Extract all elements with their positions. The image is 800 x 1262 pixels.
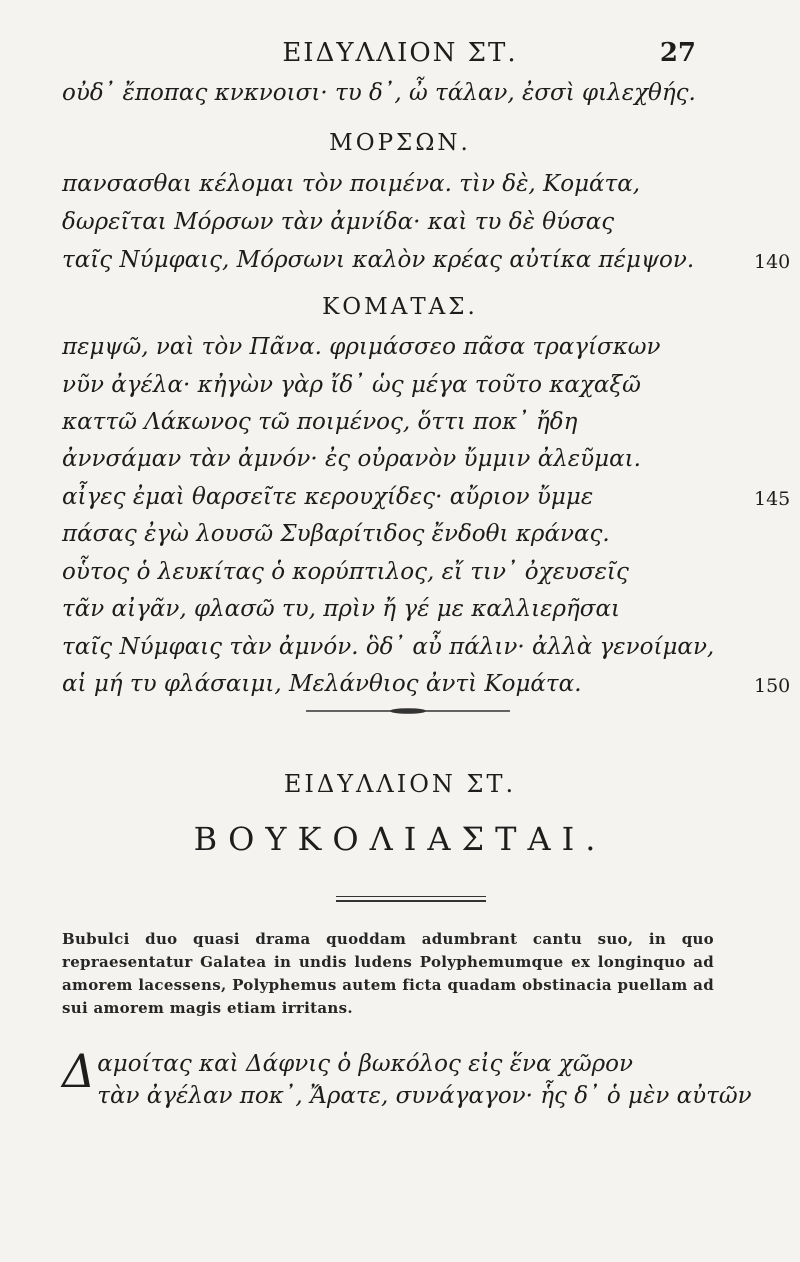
verse-line: αμοίτας καὶ Δάφνις ὁ βωκόλος εἰς ἕνα χῶρον	[97, 1051, 633, 1077]
verse-line: πεμψῶ, ναὶ τὸν Πᾶνα. φριμάσσεο πᾶσα τραγίσκων	[62, 334, 661, 360]
speaker-komatas: ΚΟΜΑΤΑΣ.	[322, 294, 478, 320]
verse-line: τὰν ἀγέλαν ποκ᾽, Ἄρατε, συνάγαγον· ἧς δ᾽ ὁ μὲν αὐτῶν	[97, 1083, 752, 1109]
verse-line: ταῖς Νύμφαις τὰν ἀμνόν. ὃδ᾽ αὖ πάλιν· ἀλλὰ γενοίμαν,	[62, 634, 715, 660]
speaker-morson: ΜΟΡΣΩΝ.	[329, 130, 471, 156]
verse-line: πάσας ἐγὼ λουσῶ Συβαρίτιδος ἔνδοθι κράνας.	[62, 521, 610, 547]
verse-line: νῦν ἀγέλα· κἠγὼν γὰρ ἴδ᾽ ὡς μέγα τοῦτο καχαξῶ	[62, 372, 641, 398]
verse-line: καττῶ Λάκωνος τῶ ποιμένος, ὅττι ποκ᾽ ἤδη	[62, 409, 578, 435]
opening-verses	[62, 1044, 752, 1112]
line-number: 150	[754, 675, 791, 697]
verse-line: οὐδ᾽ ἔποπας κνκνοισι· τυ δ᾽, ὦ τάλαν, ἐσσὶ φιλεχθής.	[62, 80, 696, 106]
divider-rule	[336, 900, 486, 902]
running-title: ΕΙΔΥΛΛΙΟΝ ΣΤ.	[282, 38, 518, 68]
idyll-title: ΕΙΔΥΛΛΙΟΝ ΣΤ.	[283, 770, 517, 798]
verse-line: δωρεῖται Μόρσων τὰν ἀμνίδα· καὶ τυ δὲ θύσας	[62, 209, 615, 235]
drop-cap: Δ	[62, 1044, 96, 1098]
line-number: 140	[754, 251, 791, 273]
verse-line: αἱ μή τυ φλάσαιμι, Μελάνθιος ἀντὶ Κομάτα.	[62, 671, 582, 697]
verse-line: τᾶν αἰγᾶν, φλασῶ τυ, πρὶν ἤ γέ με καλλιερῆσαι	[62, 596, 621, 622]
verse-line: πανσασθαι κέλομαι τὸν ποιμένα. τὶν δὲ, Κομάτα,	[62, 171, 641, 197]
page-number: 27	[659, 38, 696, 68]
ornament-divider	[306, 708, 510, 714]
line-number: 145	[754, 488, 791, 510]
divider-rule	[336, 896, 486, 897]
verse-line: ἀννσάμαν τὰν ἀμνόν· ἐς οὐρανὸν ὔμμιν ἀλεῦμαι.	[62, 446, 641, 472]
verse-line: οὗτος ὁ λευκίτας ὁ κορύπτιλος, εἴ τιν᾽ ὀχευσεῖς	[62, 559, 629, 585]
latin-argument: Bubulci duo quasi drama quoddam adumbrant cantu suo, in quo repraesentatur Galatea in undis ludens Polyphemumque ex longinquo ad amorem lacessens, Polyphemus autem ficta quadam obstinacia puellam ad sui amorem magis etiam irritans.	[62, 930, 714, 1017]
verse-line: ταῖς Νύμφαις, Μόρσωνι καλὸν κρέας αὐτίκα πέμψον.	[62, 247, 695, 273]
idyll-subtitle: ΒΟΥΚΟΛΙΑΣΤΑΙ.	[193, 820, 607, 858]
verse-line: αἶγες ἐμαὶ θαρσεῖτε κερουχίδες· αὔριον ὔμμε	[62, 484, 594, 510]
